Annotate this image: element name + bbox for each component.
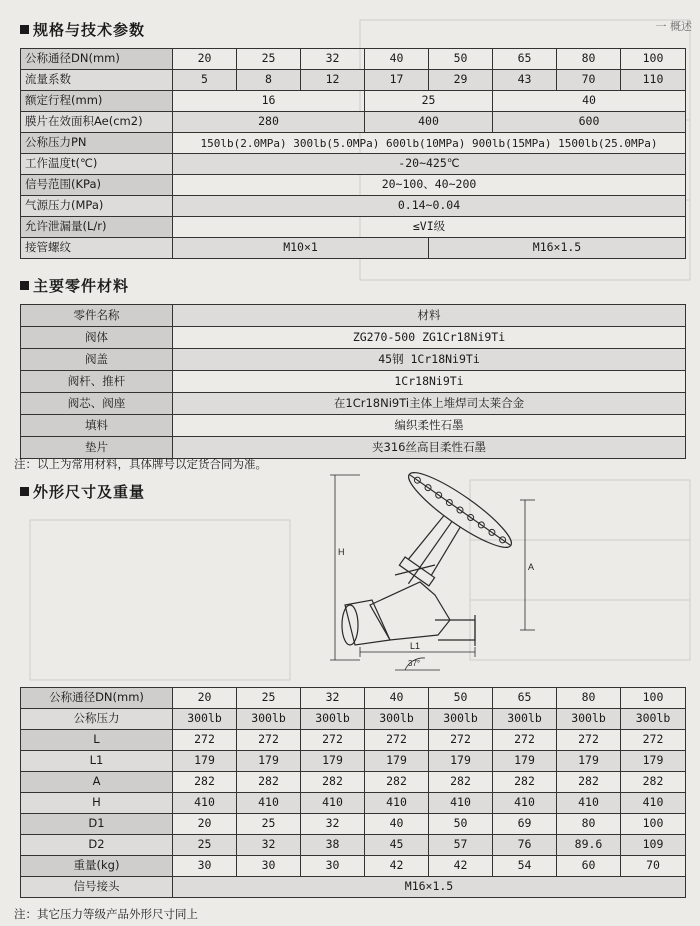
cell: 89.6 bbox=[557, 835, 621, 856]
cell: 282 bbox=[493, 772, 557, 793]
cell: 20 bbox=[173, 688, 237, 709]
material-row bbox=[21, 393, 686, 415]
cell: 272 bbox=[493, 730, 557, 751]
spec-row-dn bbox=[21, 49, 686, 70]
cell: 410 bbox=[557, 793, 621, 814]
dimensions-note: 注：其它压力等级产品外形尺寸同上 bbox=[14, 907, 198, 921]
row-label: 流量系数 bbox=[21, 70, 173, 91]
material-value: 1Cr18Ni9Ti bbox=[173, 371, 686, 393]
column-header: 零件名称 bbox=[21, 305, 173, 327]
section-title: 主要零件材料 bbox=[33, 276, 130, 295]
part-name: 填料 bbox=[21, 415, 173, 437]
cell: 30 bbox=[301, 856, 365, 877]
cell: 272 bbox=[301, 730, 365, 751]
angle-label: 37° bbox=[408, 659, 421, 668]
cell: 30 bbox=[237, 856, 301, 877]
cell: 32 bbox=[301, 49, 365, 70]
cell: 30 bbox=[173, 856, 237, 877]
cell: 29 bbox=[429, 70, 493, 91]
cell: 179 bbox=[365, 751, 429, 772]
valve-outline-drawing bbox=[300, 470, 560, 680]
cell: 40 bbox=[365, 814, 429, 835]
material-value: 在1Cr18Ni9Ti主体上堆焊司太莱合金 bbox=[173, 393, 686, 415]
cell: 76 bbox=[493, 835, 557, 856]
cell: 282 bbox=[237, 772, 301, 793]
cell: 32 bbox=[301, 814, 365, 835]
material-value: ZG270-500 ZG1Cr18Ni9Ti bbox=[173, 327, 686, 349]
cell: 100 bbox=[621, 49, 686, 70]
cell: 282 bbox=[557, 772, 621, 793]
cell: 179 bbox=[301, 751, 365, 772]
cell: 179 bbox=[557, 751, 621, 772]
dim-row bbox=[21, 730, 686, 751]
cell: 20 bbox=[173, 814, 237, 835]
material-row bbox=[21, 349, 686, 371]
row-label: 信号范围(KPa) bbox=[21, 175, 173, 196]
section-heading-spec bbox=[20, 18, 145, 40]
cell: 300lb bbox=[493, 709, 557, 730]
cell: M16×1.5 bbox=[429, 238, 686, 259]
cell: 300lb bbox=[365, 709, 429, 730]
material-value: 45钢 1Cr18Ni9Ti bbox=[173, 349, 686, 371]
cell: 32 bbox=[237, 835, 301, 856]
dim-row bbox=[21, 856, 686, 877]
cell: 300lb bbox=[429, 709, 493, 730]
cell: 410 bbox=[429, 793, 493, 814]
cell: 43 bbox=[493, 70, 557, 91]
dim-row bbox=[21, 751, 686, 772]
cell: 272 bbox=[173, 730, 237, 751]
spec-row-stroke bbox=[21, 91, 686, 112]
material-value: 编织柔性石墨 bbox=[173, 415, 686, 437]
material-row bbox=[21, 415, 686, 437]
spec-row-thread bbox=[21, 238, 686, 259]
spec-row-leak bbox=[21, 217, 686, 238]
cell: 179 bbox=[429, 751, 493, 772]
part-name: 阀体 bbox=[21, 327, 173, 349]
spec-table bbox=[20, 48, 686, 259]
cell: 80 bbox=[557, 49, 621, 70]
cell: ≤VI级 bbox=[173, 217, 686, 238]
cell: 282 bbox=[621, 772, 686, 793]
cell: 282 bbox=[301, 772, 365, 793]
dim-h-label: H bbox=[338, 547, 345, 557]
cell: 400 bbox=[365, 112, 493, 133]
cell: 16 bbox=[173, 91, 365, 112]
row-label: A bbox=[21, 772, 173, 793]
cell: 272 bbox=[621, 730, 686, 751]
part-name: 阀芯、阀座 bbox=[21, 393, 173, 415]
row-label: D1 bbox=[21, 814, 173, 835]
spec-row-temp bbox=[21, 154, 686, 175]
row-label: L bbox=[21, 730, 173, 751]
material-value: 夹316丝高目柔性石墨 bbox=[173, 437, 686, 459]
material-row bbox=[21, 327, 686, 349]
cell: 282 bbox=[173, 772, 237, 793]
dimension-table bbox=[20, 687, 686, 898]
cell: 80 bbox=[557, 688, 621, 709]
materials-note: 注：以上为常用材料，具体牌号以定货合同为准。 bbox=[14, 457, 267, 471]
cell: 69 bbox=[493, 814, 557, 835]
cell: 272 bbox=[237, 730, 301, 751]
cell: 272 bbox=[429, 730, 493, 751]
cell: 300lb bbox=[237, 709, 301, 730]
part-name: 阀杆、推杆 bbox=[21, 371, 173, 393]
cell: 179 bbox=[493, 751, 557, 772]
cell: 280 bbox=[173, 112, 365, 133]
cell: 272 bbox=[557, 730, 621, 751]
dim-row bbox=[21, 793, 686, 814]
cell: 300lb bbox=[173, 709, 237, 730]
cell: 272 bbox=[365, 730, 429, 751]
cell: 600 bbox=[493, 112, 686, 133]
cell: 150lb(2.0MPa) 300lb(5.0MPa) 600lb(10MPa) 900lb(15MPa) 1500lb(25.0MPa) bbox=[173, 133, 686, 154]
cell: 65 bbox=[493, 49, 557, 70]
cell: 25 bbox=[237, 814, 301, 835]
cell: 300lb bbox=[621, 709, 686, 730]
section-title: 外形尺寸及重量 bbox=[33, 482, 146, 501]
row-label: L1 bbox=[21, 751, 173, 772]
dim-a-label: A bbox=[528, 562, 535, 572]
material-header-row bbox=[21, 305, 686, 327]
cell: 42 bbox=[429, 856, 493, 877]
row-label: 允许泄漏量(L/r) bbox=[21, 217, 173, 238]
spec-row-flow bbox=[21, 70, 686, 91]
cell: 12 bbox=[301, 70, 365, 91]
cell: 57 bbox=[429, 835, 493, 856]
cell: 60 bbox=[557, 856, 621, 877]
column-header: 材料 bbox=[173, 305, 686, 327]
cell: 38 bbox=[301, 835, 365, 856]
cell: 410 bbox=[493, 793, 557, 814]
cell: 100 bbox=[621, 814, 686, 835]
cell: M16×1.5 bbox=[173, 877, 686, 898]
row-label: H bbox=[21, 793, 173, 814]
cell: 40 bbox=[365, 49, 429, 70]
cell: 100 bbox=[621, 688, 686, 709]
cell: 50 bbox=[429, 688, 493, 709]
cell: M10×1 bbox=[173, 238, 429, 259]
spec-row-signal bbox=[21, 175, 686, 196]
row-label: 气源压力(MPa) bbox=[21, 196, 173, 217]
part-name: 阀盖 bbox=[21, 349, 173, 371]
row-label: 重量(kg) bbox=[21, 856, 173, 877]
bullet-square-icon bbox=[20, 25, 29, 34]
cell: 25 bbox=[173, 835, 237, 856]
row-label: 公称压力PN bbox=[21, 133, 173, 154]
row-label: 公称通径DN(mm) bbox=[21, 688, 173, 709]
material-table bbox=[20, 304, 686, 459]
cell: 5 bbox=[173, 70, 237, 91]
dim-row bbox=[21, 772, 686, 793]
row-label: 公称通径DN(mm) bbox=[21, 49, 173, 70]
dim-row bbox=[21, 709, 686, 730]
row-label: 公称压力 bbox=[21, 709, 173, 730]
cell: 0.14~0.04 bbox=[173, 196, 686, 217]
cell: 410 bbox=[621, 793, 686, 814]
cell: 32 bbox=[301, 688, 365, 709]
cell: 54 bbox=[493, 856, 557, 877]
cell: 179 bbox=[621, 751, 686, 772]
row-label: 工作温度t(℃) bbox=[21, 154, 173, 175]
cell: 45 bbox=[365, 835, 429, 856]
spec-row-air bbox=[21, 196, 686, 217]
cell: 25 bbox=[365, 91, 493, 112]
cell: 50 bbox=[429, 49, 493, 70]
cell: 410 bbox=[173, 793, 237, 814]
cell: 179 bbox=[237, 751, 301, 772]
cell: 17 bbox=[365, 70, 429, 91]
section-title: 规格与技术参数 bbox=[33, 20, 146, 39]
section-heading-dims bbox=[20, 480, 145, 502]
row-label: D2 bbox=[21, 835, 173, 856]
cell: 110 bbox=[621, 70, 686, 91]
row-label: 额定行程(mm) bbox=[21, 91, 173, 112]
cell: -20~425℃ bbox=[173, 154, 686, 175]
cell: 70 bbox=[557, 70, 621, 91]
row-label: 信号接头 bbox=[21, 877, 173, 898]
cell: 42 bbox=[365, 856, 429, 877]
cell: 25 bbox=[237, 688, 301, 709]
dim-row bbox=[21, 814, 686, 835]
cell: 282 bbox=[365, 772, 429, 793]
cell: 109 bbox=[621, 835, 686, 856]
part-name: 垫片 bbox=[21, 437, 173, 459]
cell: 410 bbox=[365, 793, 429, 814]
cell: 300lb bbox=[557, 709, 621, 730]
cell: 20~100、40~200 bbox=[173, 175, 686, 196]
row-label: 膜片在效面积Ae(cm2) bbox=[21, 112, 173, 133]
cell: 80 bbox=[557, 814, 621, 835]
cell: 410 bbox=[237, 793, 301, 814]
cell: 40 bbox=[493, 91, 686, 112]
cell: 410 bbox=[301, 793, 365, 814]
cell: 65 bbox=[493, 688, 557, 709]
dim-row bbox=[21, 688, 686, 709]
section-heading-materials bbox=[20, 274, 129, 296]
cell: 300lb bbox=[301, 709, 365, 730]
spec-row-area bbox=[21, 112, 686, 133]
cell: 70 bbox=[621, 856, 686, 877]
bullet-square-icon bbox=[20, 487, 29, 496]
cell: 40 bbox=[365, 688, 429, 709]
cell: 50 bbox=[429, 814, 493, 835]
row-label: 接管螺纹 bbox=[21, 238, 173, 259]
corner-mark: 一 概述 bbox=[655, 20, 692, 33]
dim-l1-label: L1 bbox=[410, 641, 421, 651]
cell: 20 bbox=[173, 49, 237, 70]
cell: 282 bbox=[429, 772, 493, 793]
dim-row bbox=[21, 835, 686, 856]
cell: 179 bbox=[173, 751, 237, 772]
material-row bbox=[21, 371, 686, 393]
bullet-square-icon bbox=[20, 281, 29, 290]
cell: 8 bbox=[237, 70, 301, 91]
spec-row-pressure bbox=[21, 133, 686, 154]
cell: 25 bbox=[237, 49, 301, 70]
dim-row bbox=[21, 877, 686, 898]
